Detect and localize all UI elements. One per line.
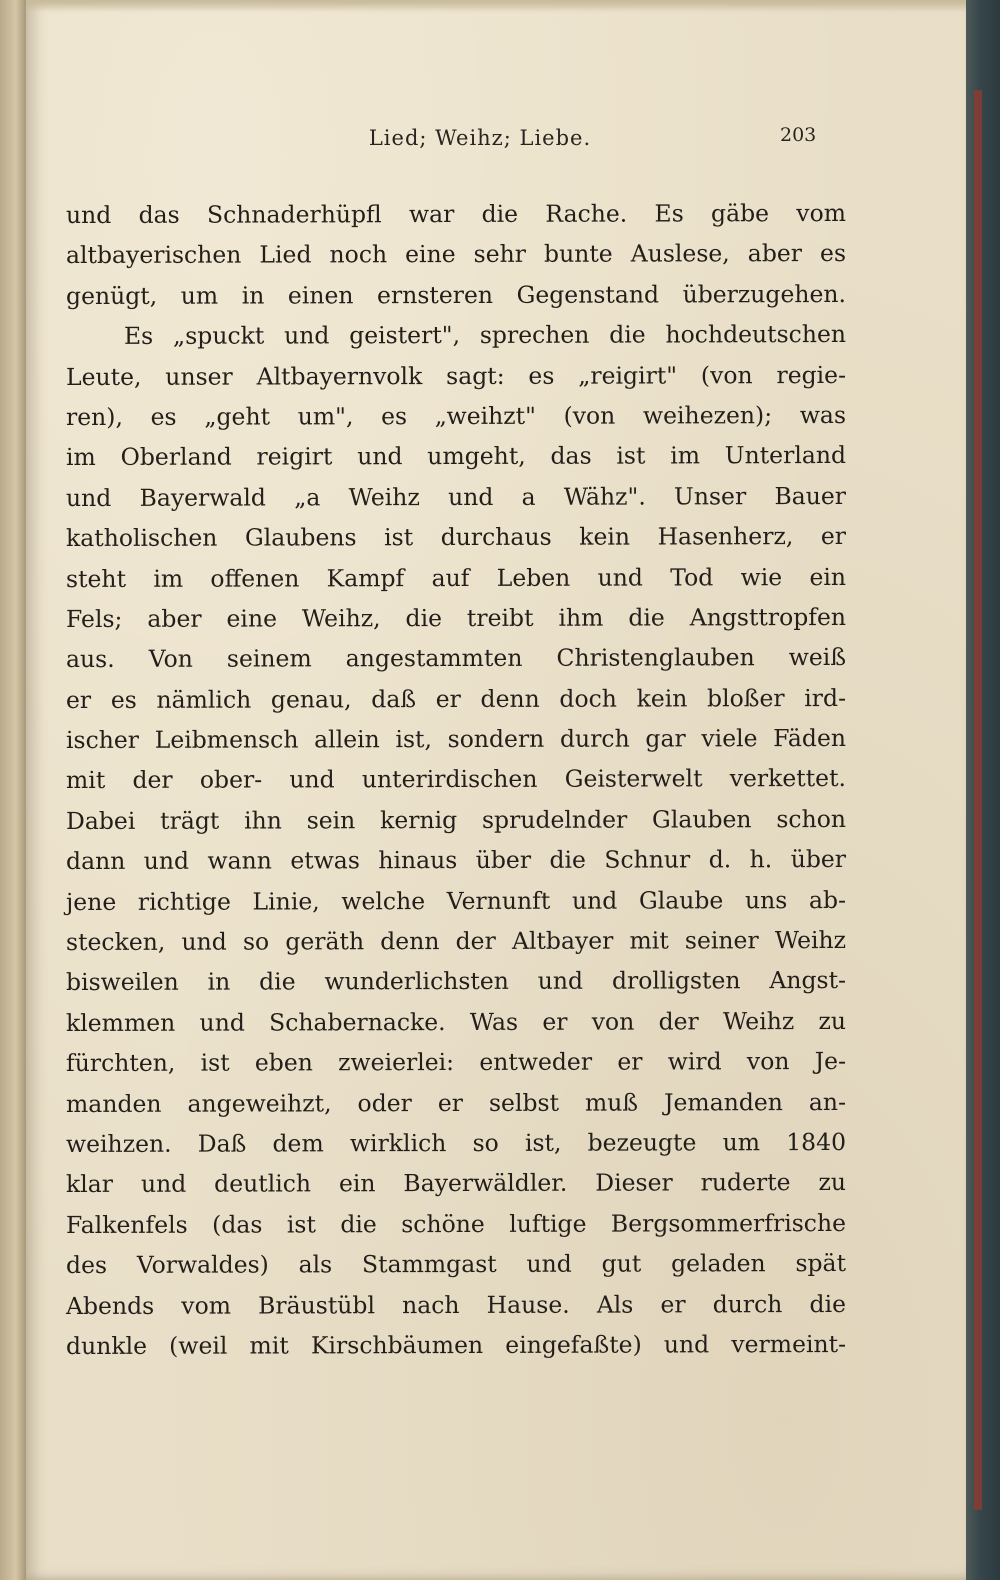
text-line: Falkenfels (das ist die schöne luftige Bergsommerfrische [65,1208,847,1239]
text-line: Dabei trägt ihn sein kernig sprudelnder Glauben schon [65,804,847,835]
text-line: des Vorwaldes) als Stammgast und gut geladen spät [65,1249,847,1280]
cover-binding-strip [974,90,982,1510]
previous-page-edge [0,0,26,1580]
page-number: 203 [780,124,817,146]
text-line: weihzen. Daß dem wirklich so ist, bezeugte um 1840 [65,1127,847,1159]
text-line: klemmen und Schabernacke. Was er von der Weihz zu [65,1006,847,1037]
text-line: dunkle (weil mit Kirschbäumen eingefaßte) und vermeint- [65,1329,847,1360]
running-head: Lied; Weihz; Liebe. [368,126,592,150]
text-line: katholischen Glaubens ist durchaus kein Hasenherz, er [65,522,847,553]
text-line: dann und wann etwas hinaus über die Schnur d. h. über [65,845,847,876]
text-line: stecken, und so geräth denn der Altbayer mit seiner Weihz [65,926,847,957]
text-line: bisweilen in die wunderlichsten und drolligsten Angst- [65,966,847,997]
text-line: jene richtige Linie, welche Vernunft und Glaube uns ab- [65,885,847,916]
text-line: ischer Leibmensch allein ist, sondern durch gar viele Fäden [65,724,847,755]
text-line: im Oberland reigirt und umgeht, das ist im Unterland [65,441,847,472]
text-line: und das Schnaderhüpfl war die Rache. Es gäbe vom [65,198,847,230]
text-line: aus. Von seinem angestammten Christenglauben weiß [65,643,847,674]
text-line: Es „spuckt und geistert", sprechen die hochdeutschen [123,320,847,351]
text-line: und Bayerwald „a Weihz und a Wähz". Unser Bauer [65,481,847,512]
text-line: Leute, unser Altbayernvolk sagt: es „reigirt" (von regie- [65,360,847,391]
text-line: altbayerischen Lied noch eine sehr bunte Auslese, aber es [65,239,847,270]
text-line: ren), es „geht um", es „weihzt" (von weihezen); was [65,400,847,431]
text-line: genügt, um in einen ernsteren Gegenstand überzugehen. [65,279,847,310]
page-top-shadow [26,0,974,12]
text-line: er es nämlich genau, daß er denn doch kein bloßer ird- [65,683,847,714]
text-line: manden angeweihzt, oder er selbst muß Jemanden an- [65,1087,847,1118]
text-line: mit der ober- und unterirdischen Geisterwelt verkettet. [65,764,847,795]
book-cover-edge [966,0,1000,1580]
body-text [66,194,846,1365]
text-line: fürchten, ist eben zweierlei: entweder er wird von Je- [65,1047,847,1078]
text-line: klar und deutlich ein Bayerwäldler. Dieser ruderte zu [65,1168,847,1199]
text-line: Fels; aber eine Weihz, die treibt ihm die Angsttropfen [65,602,847,633]
text-line: Abends vom Bräustübl nach Hause. Als er durch die [65,1289,847,1320]
text-line: steht im offenen Kampf auf Leben und Tod wie ein [65,562,847,593]
